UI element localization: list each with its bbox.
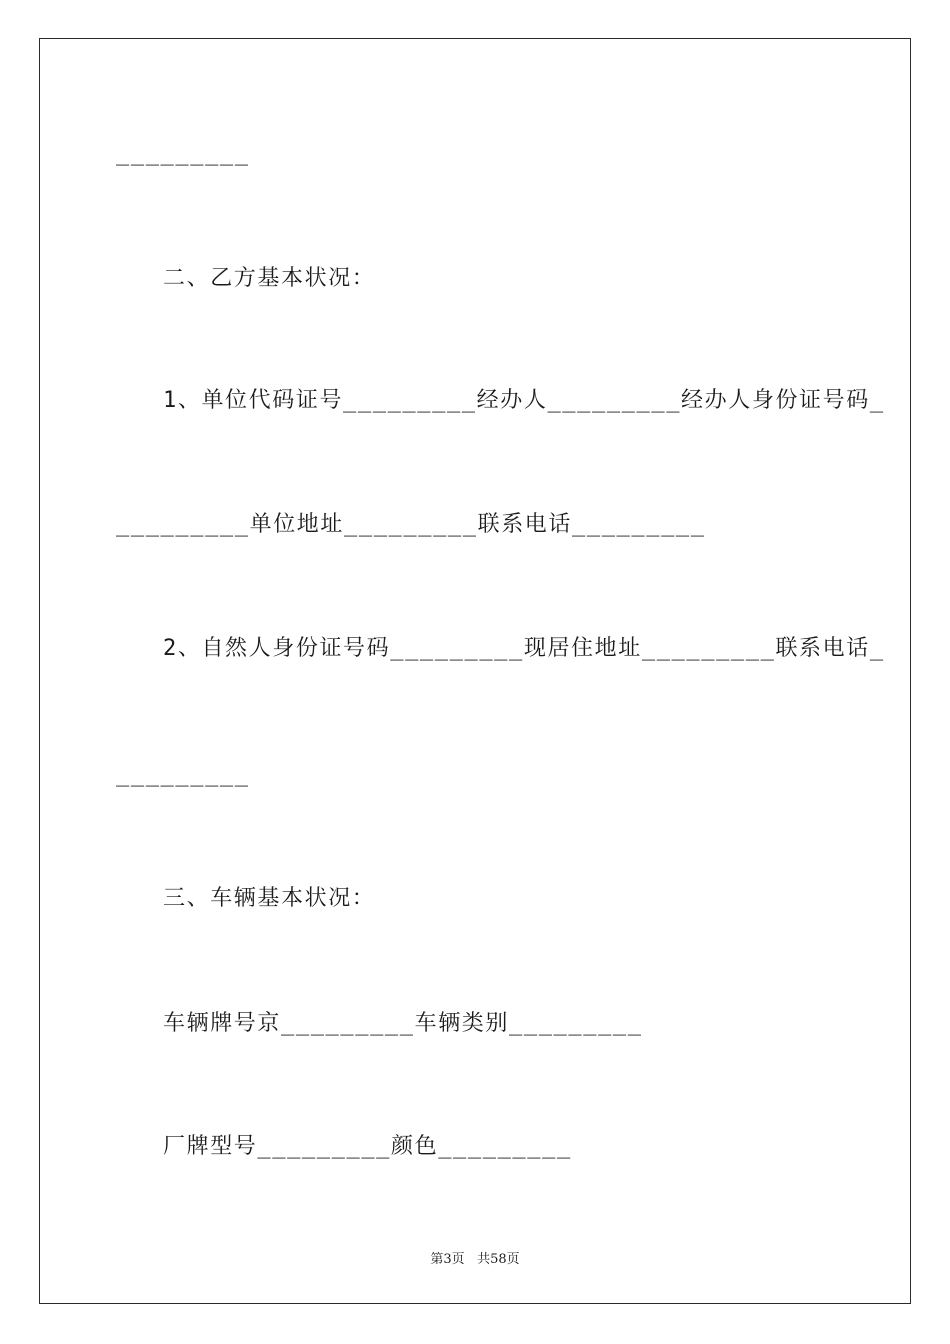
section-heading-vehicle: 三、车辆基本状况： — [163, 886, 376, 911]
paragraph-brand-color-line: 厂牌型号_________颜色_________ — [163, 1134, 572, 1159]
continuation-blank: _________ — [116, 141, 250, 166]
section-heading-party-b: 二、乙方基本状况： — [163, 266, 376, 291]
page-border — [39, 38, 911, 1304]
paragraph-natural-person-line: 2、自然人身份证号码_________现居住地址_________联系电话_ — [163, 636, 885, 661]
paragraph-org-address-line: _________单位地址_________联系电话_________ — [116, 512, 706, 537]
page-number: 第3页 — [430, 1252, 465, 1267]
paragraph-plate-line: 车辆牌号京_________车辆类别_________ — [163, 1011, 643, 1036]
paragraph-org-code-line: 1、单位代码证号_________经办人_________经办人身份证号码_ — [163, 388, 885, 413]
continuation-blank: _________ — [116, 762, 250, 787]
page-footer — [0, 1248, 950, 1267]
page-total: 共58页 — [477, 1252, 520, 1267]
